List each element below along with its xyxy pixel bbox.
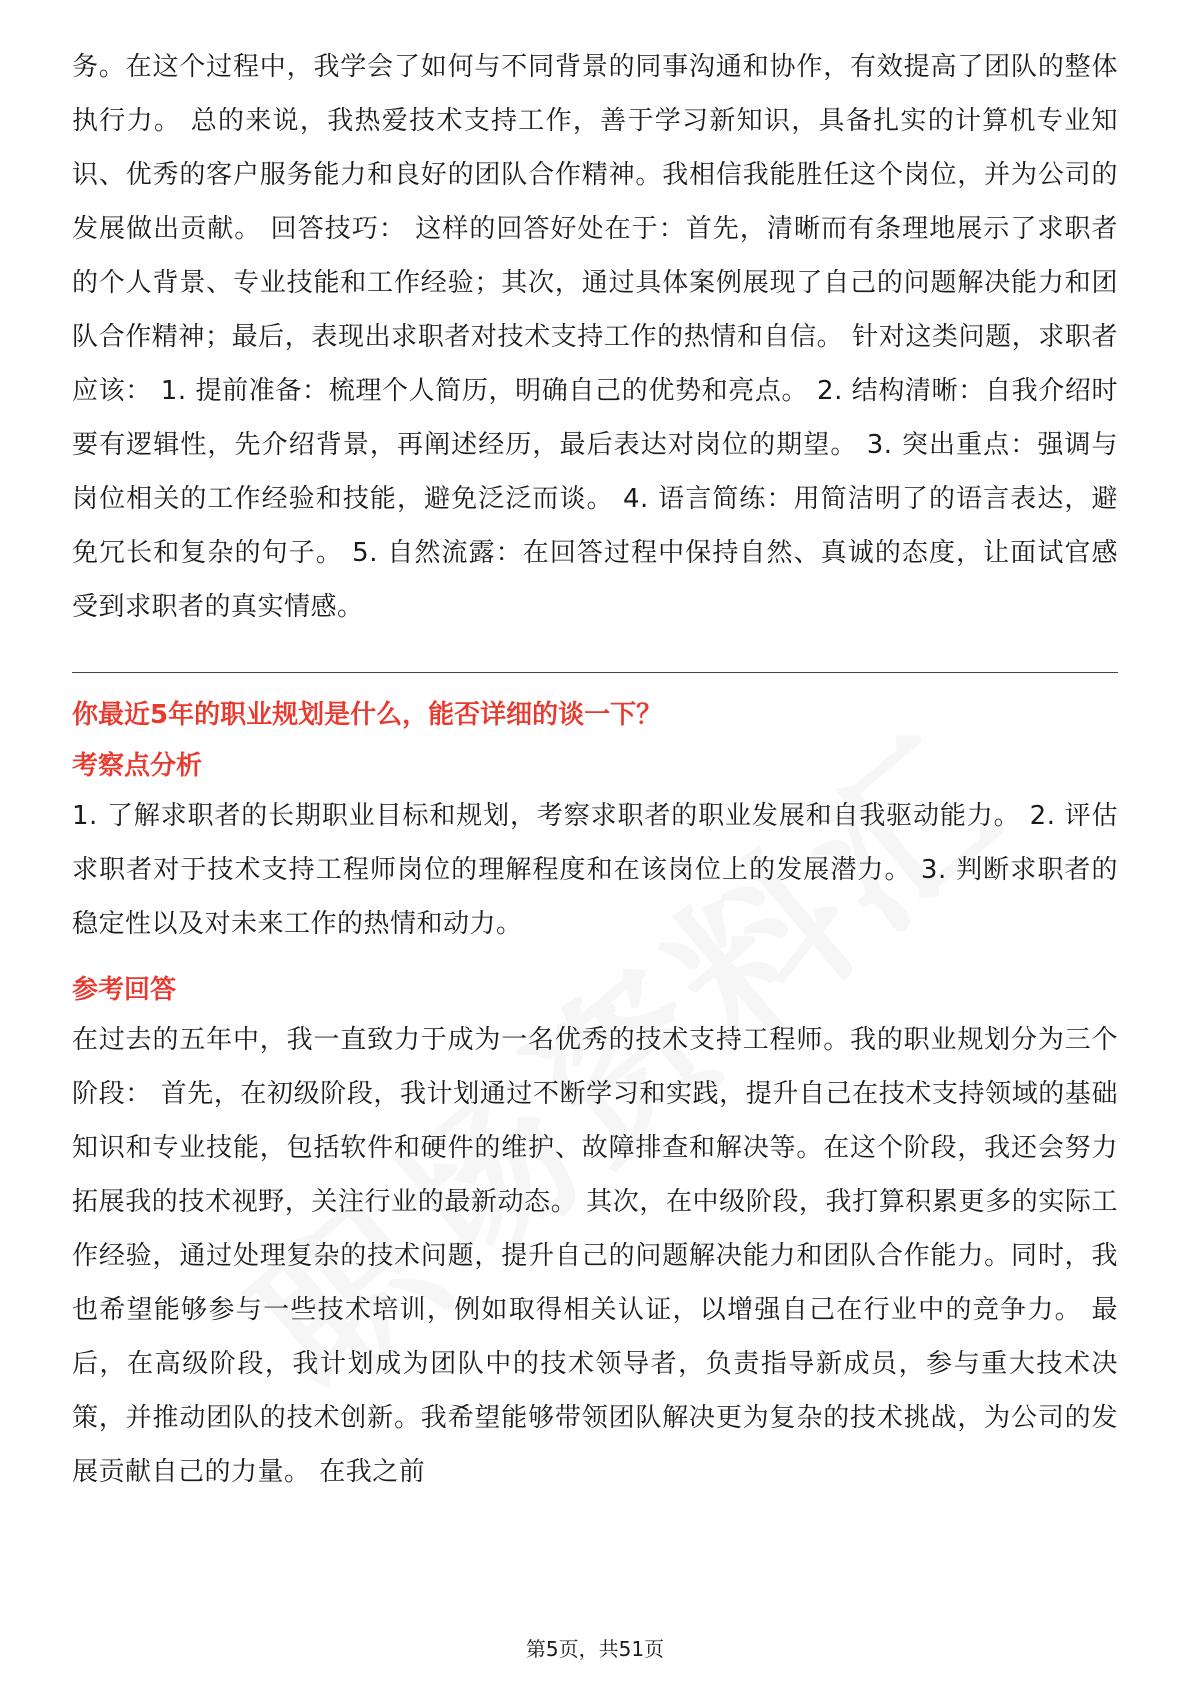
page-content	[72, 40, 1118, 1499]
answer-paragraph: 在过去的五年中，我一直致力于成为一名优秀的技术支持工程师。我的职业规划分为三个阶段： 首先，在初级阶段，我计划通过不断学习和实践，提升自己在技术支持领域的基础知识和专业技能，包括软件和硬件的维护、故障排查和解决等。在这个阶段，我还会努力拓展我的技术视野，关注行业的最新动态。 其次，在中级阶段，我打算积累更多的实际工作经验，通过处理复杂的技术问题，提升自己的问题解决能力和团队合作能力。同时，我也希望能够参与一些技术培训，例如取得相关认证，以增强自己在行业中的竞争力。 最后，在高级阶段，我计划成为团队中的技术领导者，负责指导新成员，参与重大技术决策，并推动团队的技术创新。我希望能够带领团队解决更为复杂的技术挑战，为公司的发展贡献自己的力量。 在我之前	[72, 1025, 1118, 1487]
page-number-footer: 第5页，共51页	[525, 1637, 665, 1661]
answer-title: 参考回答	[72, 975, 177, 1005]
continued-answer-paragraph: 务。在这个过程中，我学会了如何与不同背景的同事沟通和协作，有效提高了团队的整体执行力。 总的来说，我热爱技术支持工作，善于学习新知识，具备扎实的计算机专业知识、优秀的客户服务能力和良好的团队合作精神。我相信我能胜任这个岗位，并为公司的发展做出贡献。 回答技巧： 这样的回答好处在于：首先，清晰而有条理地展示了求职者的个人背景、专业技能和工作经验；其次，通过具体案例展现了自己的问题解决能力和团队合作精神；最后，表现出求职者对技术支持工作的热情和自信。 针对这类问题，求职者应该： 1. 提前准备：梳理个人简历，明确自己的优势和亮点。 2. 结构清晰：自我介绍时要有逻辑性，先介绍背景，再阐述经历，最后表达对岗位的期望。 3. 突出重点：强调与岗位相关的工作经验和技能，避免泛泛而谈。 4. 语言简练：用简洁明了的语言表达，避免冗长和复杂的句子。 5. 自然流露：在回答过程中保持自然、真诚的态度，让面试官感受到求职者的真实情感。	[72, 52, 1118, 622]
question-heading: 你最近5年的职业规划是什么，能否详细的谈一下？	[72, 700, 663, 730]
analysis-title: 考察点分析	[72, 751, 203, 781]
section-divider	[72, 672, 1118, 673]
analysis-paragraph: 1. 了解求职者的长期职业目标和规划，考察求职者的职业发展和自我驱动能力。 2. 评估求职者对于技术支持工程师岗位的理解程度和在该岗位上的发展潜力。 3. 判断求职者的稳定性以及对未来工作的热情和动力。	[72, 801, 1118, 939]
